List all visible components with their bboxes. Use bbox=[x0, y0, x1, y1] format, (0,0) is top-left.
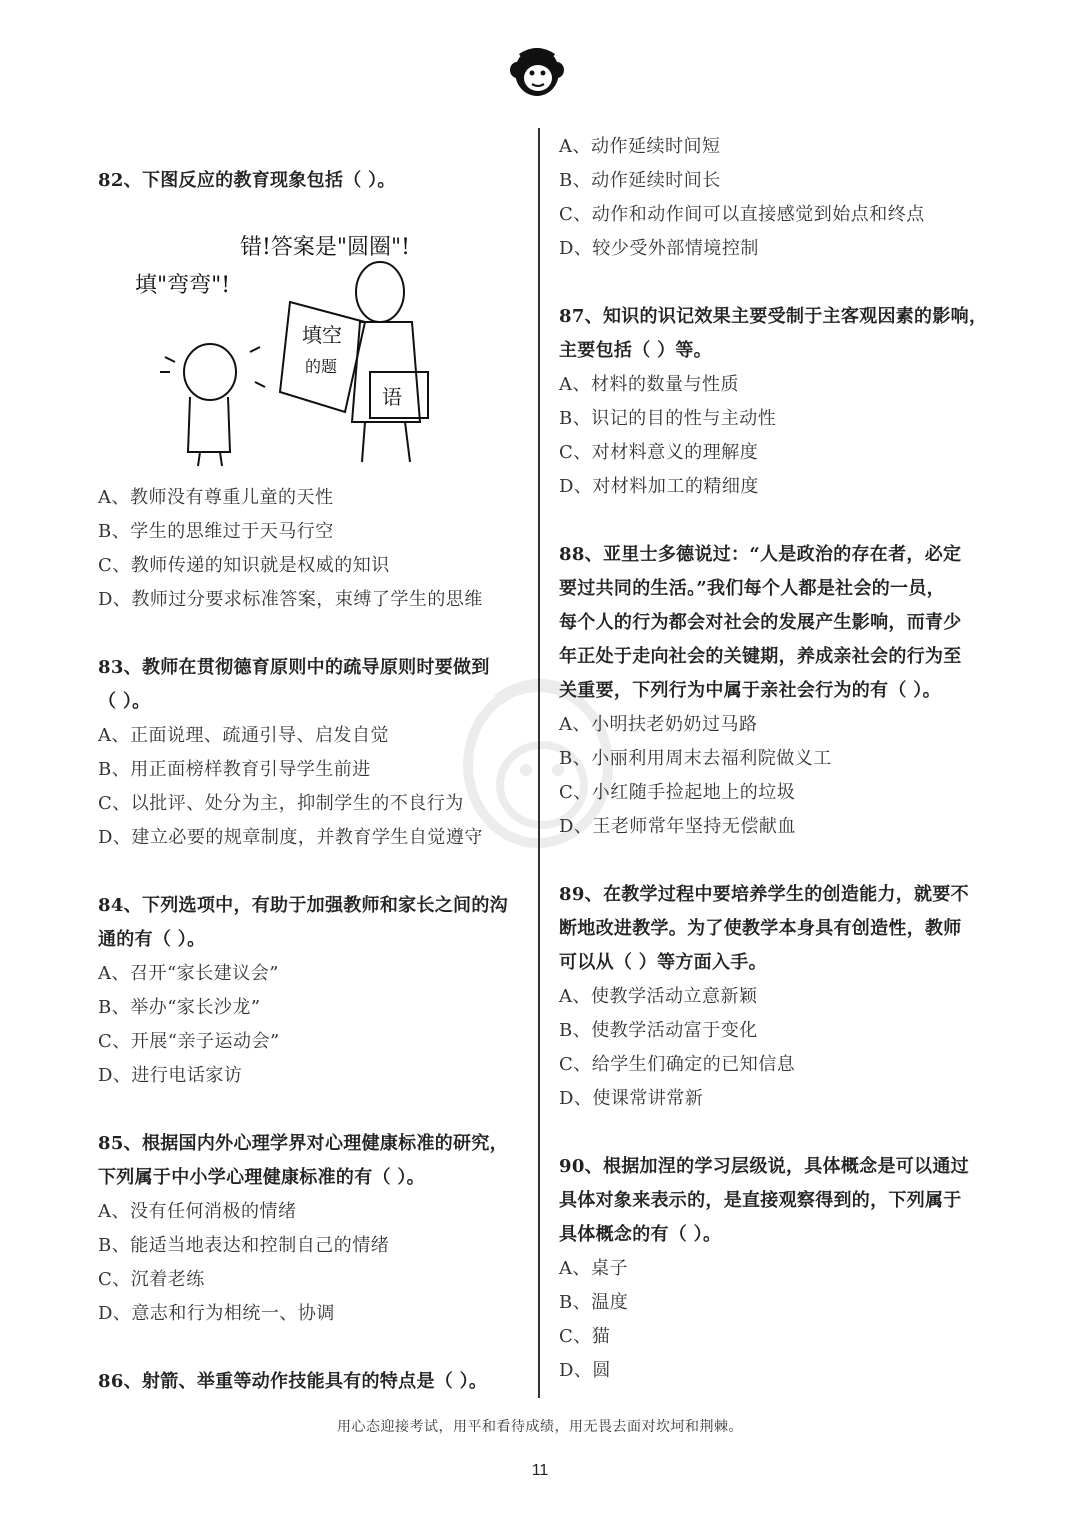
option-d[interactable]: D、进行电话家访 bbox=[98, 1065, 243, 1086]
option-c[interactable]: C、沉着老练 bbox=[98, 1269, 205, 1290]
option-d[interactable]: D、王老师常年坚持无偿献血 bbox=[559, 816, 796, 837]
question-84-stem: 84、下列选项中，有助于加强教师和家长之间的沟 通的有（ ）。 bbox=[98, 895, 508, 950]
question-83-options bbox=[98, 719, 528, 855]
option-c[interactable]: C、动作和动作间可以直接感觉到始点和终点 bbox=[559, 204, 925, 225]
option-a[interactable]: A、使教学活动立意新颖 bbox=[559, 986, 758, 1007]
option-b[interactable]: B、用正面榜样教育引导学生前进 bbox=[98, 759, 371, 780]
option-b[interactable]: B、能适当地表达和控制自己的情绪 bbox=[98, 1235, 390, 1256]
option-c[interactable]: C、以批评、处分为主，抑制学生的不良行为 bbox=[98, 793, 464, 814]
option-a[interactable]: A、召开“家长建议会” bbox=[98, 963, 279, 984]
option-b[interactable]: B、动作延续时间长 bbox=[559, 170, 721, 191]
paper-text-2: 的题 bbox=[305, 357, 338, 376]
question-87-options bbox=[559, 368, 989, 504]
option-b[interactable]: B、学生的思维过于天马行空 bbox=[98, 521, 334, 542]
option-c[interactable]: C、对材料意义的理解度 bbox=[559, 442, 759, 463]
teacher-student-cartoon bbox=[130, 222, 490, 472]
student-speech: 填"弯弯"! bbox=[135, 273, 231, 298]
teacher-speech: 错!答案是"圆圈"! bbox=[240, 235, 410, 260]
option-a[interactable]: A、正面说理、疏通引导、启发自觉 bbox=[98, 725, 389, 746]
book-text: 语 bbox=[382, 385, 402, 409]
option-c[interactable]: C、开展“亲子运动会” bbox=[98, 1031, 280, 1052]
option-d[interactable]: D、教师过分要求标准答案，束缚了学生的思维 bbox=[98, 589, 483, 610]
question-90-options bbox=[559, 1252, 989, 1388]
question-86-options bbox=[559, 130, 989, 266]
option-b[interactable]: B、识记的目的性与主动性 bbox=[559, 408, 777, 429]
question-87-stem: 87、知识的识记效果主要受制于主客观因素的影响， 主要包括（ ）等。 bbox=[559, 306, 988, 361]
monkey-logo-icon bbox=[505, 40, 569, 100]
option-d[interactable]: D、建立必要的规章制度，并教育学生自觉遵守 bbox=[98, 827, 483, 848]
question-85-stem: 85、根据国内外心理学界对心理健康标准的研究， 下列属于中小学心理健康标准的有（ ）。 bbox=[98, 1133, 508, 1188]
option-a[interactable]: A、动作延续时间短 bbox=[559, 136, 721, 157]
option-b[interactable]: B、举办“家长沙龙” bbox=[98, 997, 261, 1018]
option-d[interactable]: D、圆 bbox=[559, 1360, 611, 1381]
option-a[interactable]: A、小明扶老奶奶过马路 bbox=[559, 714, 758, 735]
column-divider bbox=[538, 128, 540, 1398]
option-c[interactable]: C、小红随手捡起地上的垃圾 bbox=[559, 782, 796, 803]
question-83-stem: 83、教师在贯彻德育原则中的疏导原则时要做到 （ ）。 bbox=[98, 657, 490, 712]
option-b[interactable]: B、温度 bbox=[559, 1292, 629, 1313]
option-d[interactable]: D、较少受外部情境控制 bbox=[559, 238, 759, 259]
option-c[interactable]: C、给学生们确定的已知信息 bbox=[559, 1054, 796, 1075]
option-d[interactable]: D、使课常讲常新 bbox=[559, 1088, 704, 1109]
question-84-options bbox=[98, 957, 528, 1093]
option-b[interactable]: B、使教学活动富于变化 bbox=[559, 1020, 758, 1041]
option-b[interactable]: B、小丽利用周末去福利院做义工 bbox=[559, 748, 832, 769]
option-c[interactable]: C、教师传递的知识就是权威的知识 bbox=[98, 555, 390, 576]
paper-text-1: 填空 bbox=[302, 323, 342, 347]
option-a[interactable]: A、没有任何消极的情绪 bbox=[98, 1201, 297, 1222]
question-88-options bbox=[559, 708, 989, 844]
option-a[interactable]: A、材料的数量与性质 bbox=[559, 374, 739, 395]
option-d[interactable]: D、意志和行为相统一、协调 bbox=[98, 1303, 335, 1324]
question-89-options bbox=[559, 980, 989, 1116]
question-90-stem: 90、根据加涅的学习层级说，具体概念是可以通过 具体对象来表示的，是直接观察得到的，下列属于 具体概念的有（ ）。 bbox=[559, 1156, 969, 1245]
option-a[interactable]: A、教师没有尊重儿童的天性 bbox=[98, 487, 334, 508]
question-85-options bbox=[98, 1195, 528, 1331]
option-d[interactable]: D、对材料加工的精细度 bbox=[559, 476, 759, 497]
option-c[interactable]: C、猫 bbox=[559, 1326, 611, 1347]
footer-motto: 用心态迎接考试，用平和看待成绩，用无畏去面对坎坷和荆棘。 bbox=[337, 1419, 743, 1435]
question-82-options bbox=[98, 481, 528, 617]
question-86-stem: 86、射箭、举重等动作技能具有的特点是（ ）。 bbox=[98, 1371, 488, 1392]
page-number: 11 bbox=[531, 1462, 549, 1479]
question-88-stem: 88、亚里士多德说过：“人是政治的存在者，必定 要过共同的生活。”我们每个人都是社会的一员， 每个人的行为都会对社会的发展产生影响，而青少 年正处于走向社会的关键期，养成亲社会的行为至 关重要，下列行为中属于亲社会行为的有（ ）。 bbox=[559, 544, 962, 701]
option-a[interactable]: A、桌子 bbox=[559, 1258, 628, 1279]
question-82-stem: 82、下图反应的教育现象包括（ ）。 bbox=[98, 170, 396, 191]
question-89-stem: 89、在教学过程中要培养学生的创造能力，就要不 断地改进教学。为了使教学本身具有创造性，教师 可以从（ ）等方面入手。 bbox=[559, 884, 969, 973]
